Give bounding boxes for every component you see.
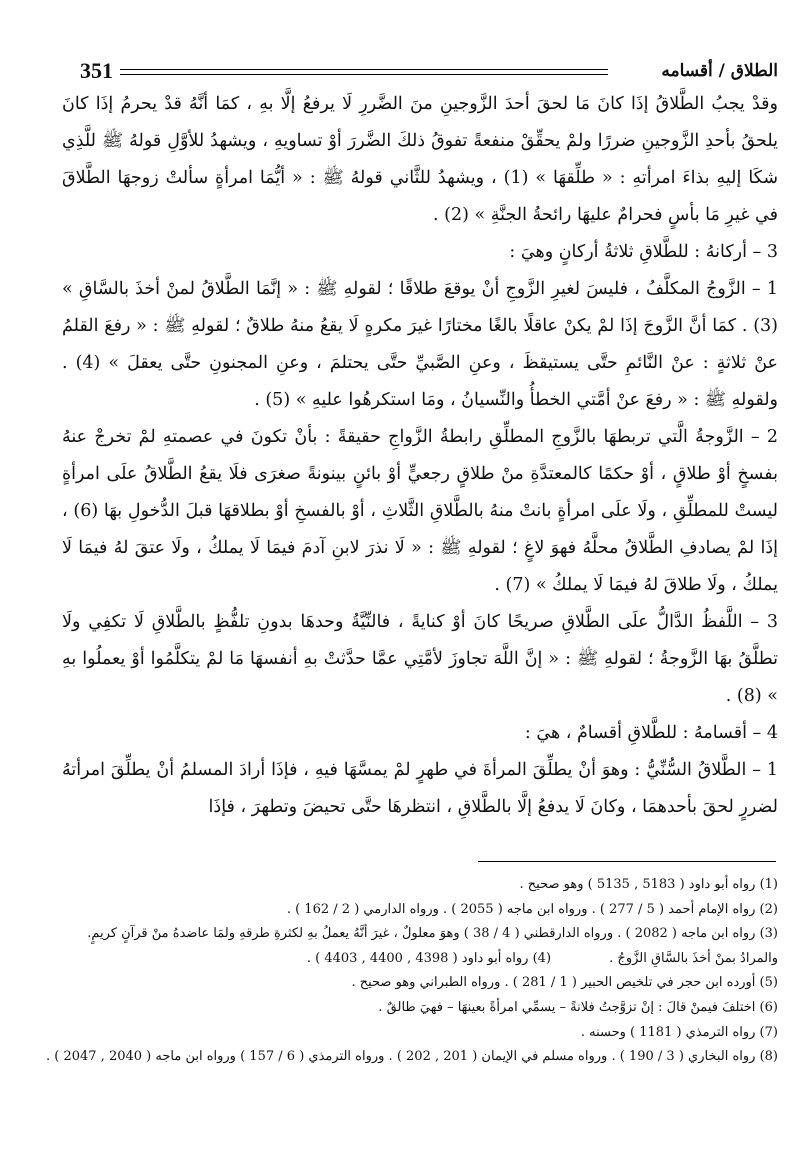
- paragraph-pillar-wife: 2 – الزَّوجةُ الَّتي تربطهَا بالزَّوجِ المطلِّقِ رابطةُ الزَّواجِ حقيقةً : بأنْ تكونَ في عصمتهِ لمْ تخرجْ عنهُ بفسخٍ أوْ طلاقٍ ، أوْ حكمًا كالمعتدَّةِ منْ طلاقٍ رجعيٍّ أوْ بائنٍ بينونةً صغرَى فلَا يقعُ الطَّلاقُ علَى امرأةٍ ليستْ للمطلِّقِ ، ولَا علَى امرأةٍ بانتْ منهُ بالطَّلاقِ الثَّلاثِ ، أوْ بالفسخِ أوْ بطلاقهَا قبلَ الدُّخولِ بهَا (6) ، إذَا لمْ يصادفِ الطَّلاقُ محلَّهُ فهوَ لاغٍ ؛ لقولهِ ﷺ : « لَا نذرَ لابنِ آدمَ فيمَا لَا يملكُ ، ولَا عتقَ لهُ فيمَا لَا يملكُ ، ولَا طلاقَ لهُ فيمَا لَا يملكُ » (7) .: [62, 427, 778, 595]
- page-number: 351: [80, 58, 113, 83]
- paragraph-pillar-husband: 1 – الزَّوجُ المكلَّفُ ، فليسَ لغيرِ الزَّوجِ أنْ يوقعَ طلاقًا ؛ لقولهِ ﷺ : « إنَّمَا الطَّلاقُ لمنْ أخذَ بالسَّاقِ » (3) . كمَا أنَّ الزَّوجَ إذَا لمْ يكنْ عاقلًا بالغًا مختارًا غيرَ مكرهٍ لَا يقعُ منهُ طلاقٌ ؛ لقولهِ ﷺ : « رفعَ القلمُ عنْ ثلاثةٍ : عنْ النَّائمِ حتَّى يستيقظَ ، وعنِ الصَّبيِّ حتَّى يحتلمَ ، وعنِ المجنونِ حتَّى يعقلَ » (4) . ولقولهِ ﷺ : « رفعَ عنْ أمَّتي الخطأُ والنِّسيانُ ، ومَا استكرهُوا عليهِ » (5) .: [62, 279, 778, 410]
- running-title: الطلاق / أقسامه: [661, 61, 778, 81]
- main-text: [62, 86, 778, 826]
- footnote: (7) رواه الترمذي ( 1181 ) وحسنه .: [580, 1024, 778, 1040]
- paragraph-pillar-wording: 3 – اللَّفظُ الدَّالُّ علَى الطَّلاقِ صريحًا كانَ أوْ كنايةً ، فالنِّيَّةُ وحدهَا بدونِ تلفُّظٍ بالطَّلاقِ لَا تكفِي ولَا تطلَّقُ بهَا الزَّوجةُ ؛ لقولهِ ﷺ : « إنَّ اللَّهَ تجاوزَ لأمَّتِي عمَّا حدَّثتْ بهِ أنفسهَا مَا لمْ يتكلَّمُوا أوْ يعملُوا بهِ » (8) .: [62, 612, 778, 706]
- footnote: (4) رواه أبو داود ( 4398 , 4400 , 4403 ) .: [306, 950, 552, 966]
- footnote-line: [62, 947, 778, 972]
- header-rule: [120, 69, 608, 75]
- paragraph-sunni-divorce: 1 – الطَّلاقُ السُّنِّيُّ : وهوَ أنْ يطلِّقَ المرأةَ في طهرٍ لمْ يمسَّهَا فيهِ ، فإذَا أرادَ المسلمُ أنْ يطلِّقَ امرأتهُ لضررٍ لحقَ بأحدهمَا ، وكانَ لَا يدفعُ إلَّا بالطَّلاقِ ، انتظرهَا حتَّى تحيضَ وتطهرَ ، فإذَا: [62, 760, 778, 817]
- footnote: (8) رواه البخاري ( 3 / 190 ) . ورواه مسلم في الإيمان ( 201 , 202 ) . ورواه الترمذي ( 6 / 157 ) ورواه ابن ماجه ( 2040 , 2047 ) .: [45, 1049, 778, 1065]
- footnote: (2) رواه الإمام أحمد ( 5 / 277 ) . ورواه ابن ماجه ( 2055 ) . ورواه الدارمي ( 2 / 162 ) .: [286, 901, 778, 917]
- heading-types: 4 – أقسامهُ : للطَّلاقِ أقسامٌ ، هيَ :: [524, 723, 778, 743]
- footnote: (5) أورده ابن حجر في تلخيص الحبير ( 1 / 281 ) . ورواه الطبراني وهو صحيح .: [351, 975, 778, 991]
- footnote: (3) رواه ابن ماجه ( 2082 ) . ورواه الدارقطني ( 4 / 38 ) وهوَ معلولٌ ، غيرَ أنَّهُ يعملُ بهِ لكثرةِ طرقهِ ولمَا عاضدهُ منْ قرآنٍ كريمٍ.: [87, 926, 778, 942]
- footnote: (1) رواه أبو داود ( 5183 , 5135 ) وهو صحيح .: [519, 877, 778, 892]
- footnotes: [45, 873, 778, 1070]
- footnote-continuation: والمرادُ بمنْ أخذَ بالسَّاقِ الزَّوجُ .: [609, 950, 778, 966]
- footnote-separator: [478, 861, 776, 862]
- paragraph-intro: وقدْ يجبُ الطَّلاقُ إذَا كانَ مَا لحقَ أحدَ الزَّوجينِ منَ الضَّررِ لَا يرفعُ إلَّا بهِ ، كمَا أنَّهُ قدْ يحرمُ إذَا كانَ يلحقُ بأحدِ الزَّوجينِ ضررًا ولمْ يحقِّقْ منفعةً تفوقُ ذلكَ الضَّررَ أوْ تساويهِ ، ويشهدُ للأوَّلِ قولهُ ﷺ للَّذِي شكَا إليهِ بذاءَ امرأتهِ : « طلِّقهَا » (1) ، ويشهدُ للثَّاني قولهُ ﷺ : « أيُّمَا امرأةٍ سألتْ زوجهَا الطَّلاقَ في غيرِ مَا بأسٍ فحرامٌ عليهَا رائحةُ الجنَّةِ » (2) .: [62, 94, 778, 225]
- heading-pillars: 3 – أركانهُ : للطَّلاقِ ثلاثةُ أركانٍ وهيَ :: [509, 242, 778, 262]
- page-header: [70, 56, 778, 86]
- footnote: (6) اختلفَ فيمنْ قالَ : إنْ تزوَّجتُ فلانةً – يسمِّي امرأةً بعينهَا – فهيَ طالقٌ .: [378, 999, 778, 1015]
